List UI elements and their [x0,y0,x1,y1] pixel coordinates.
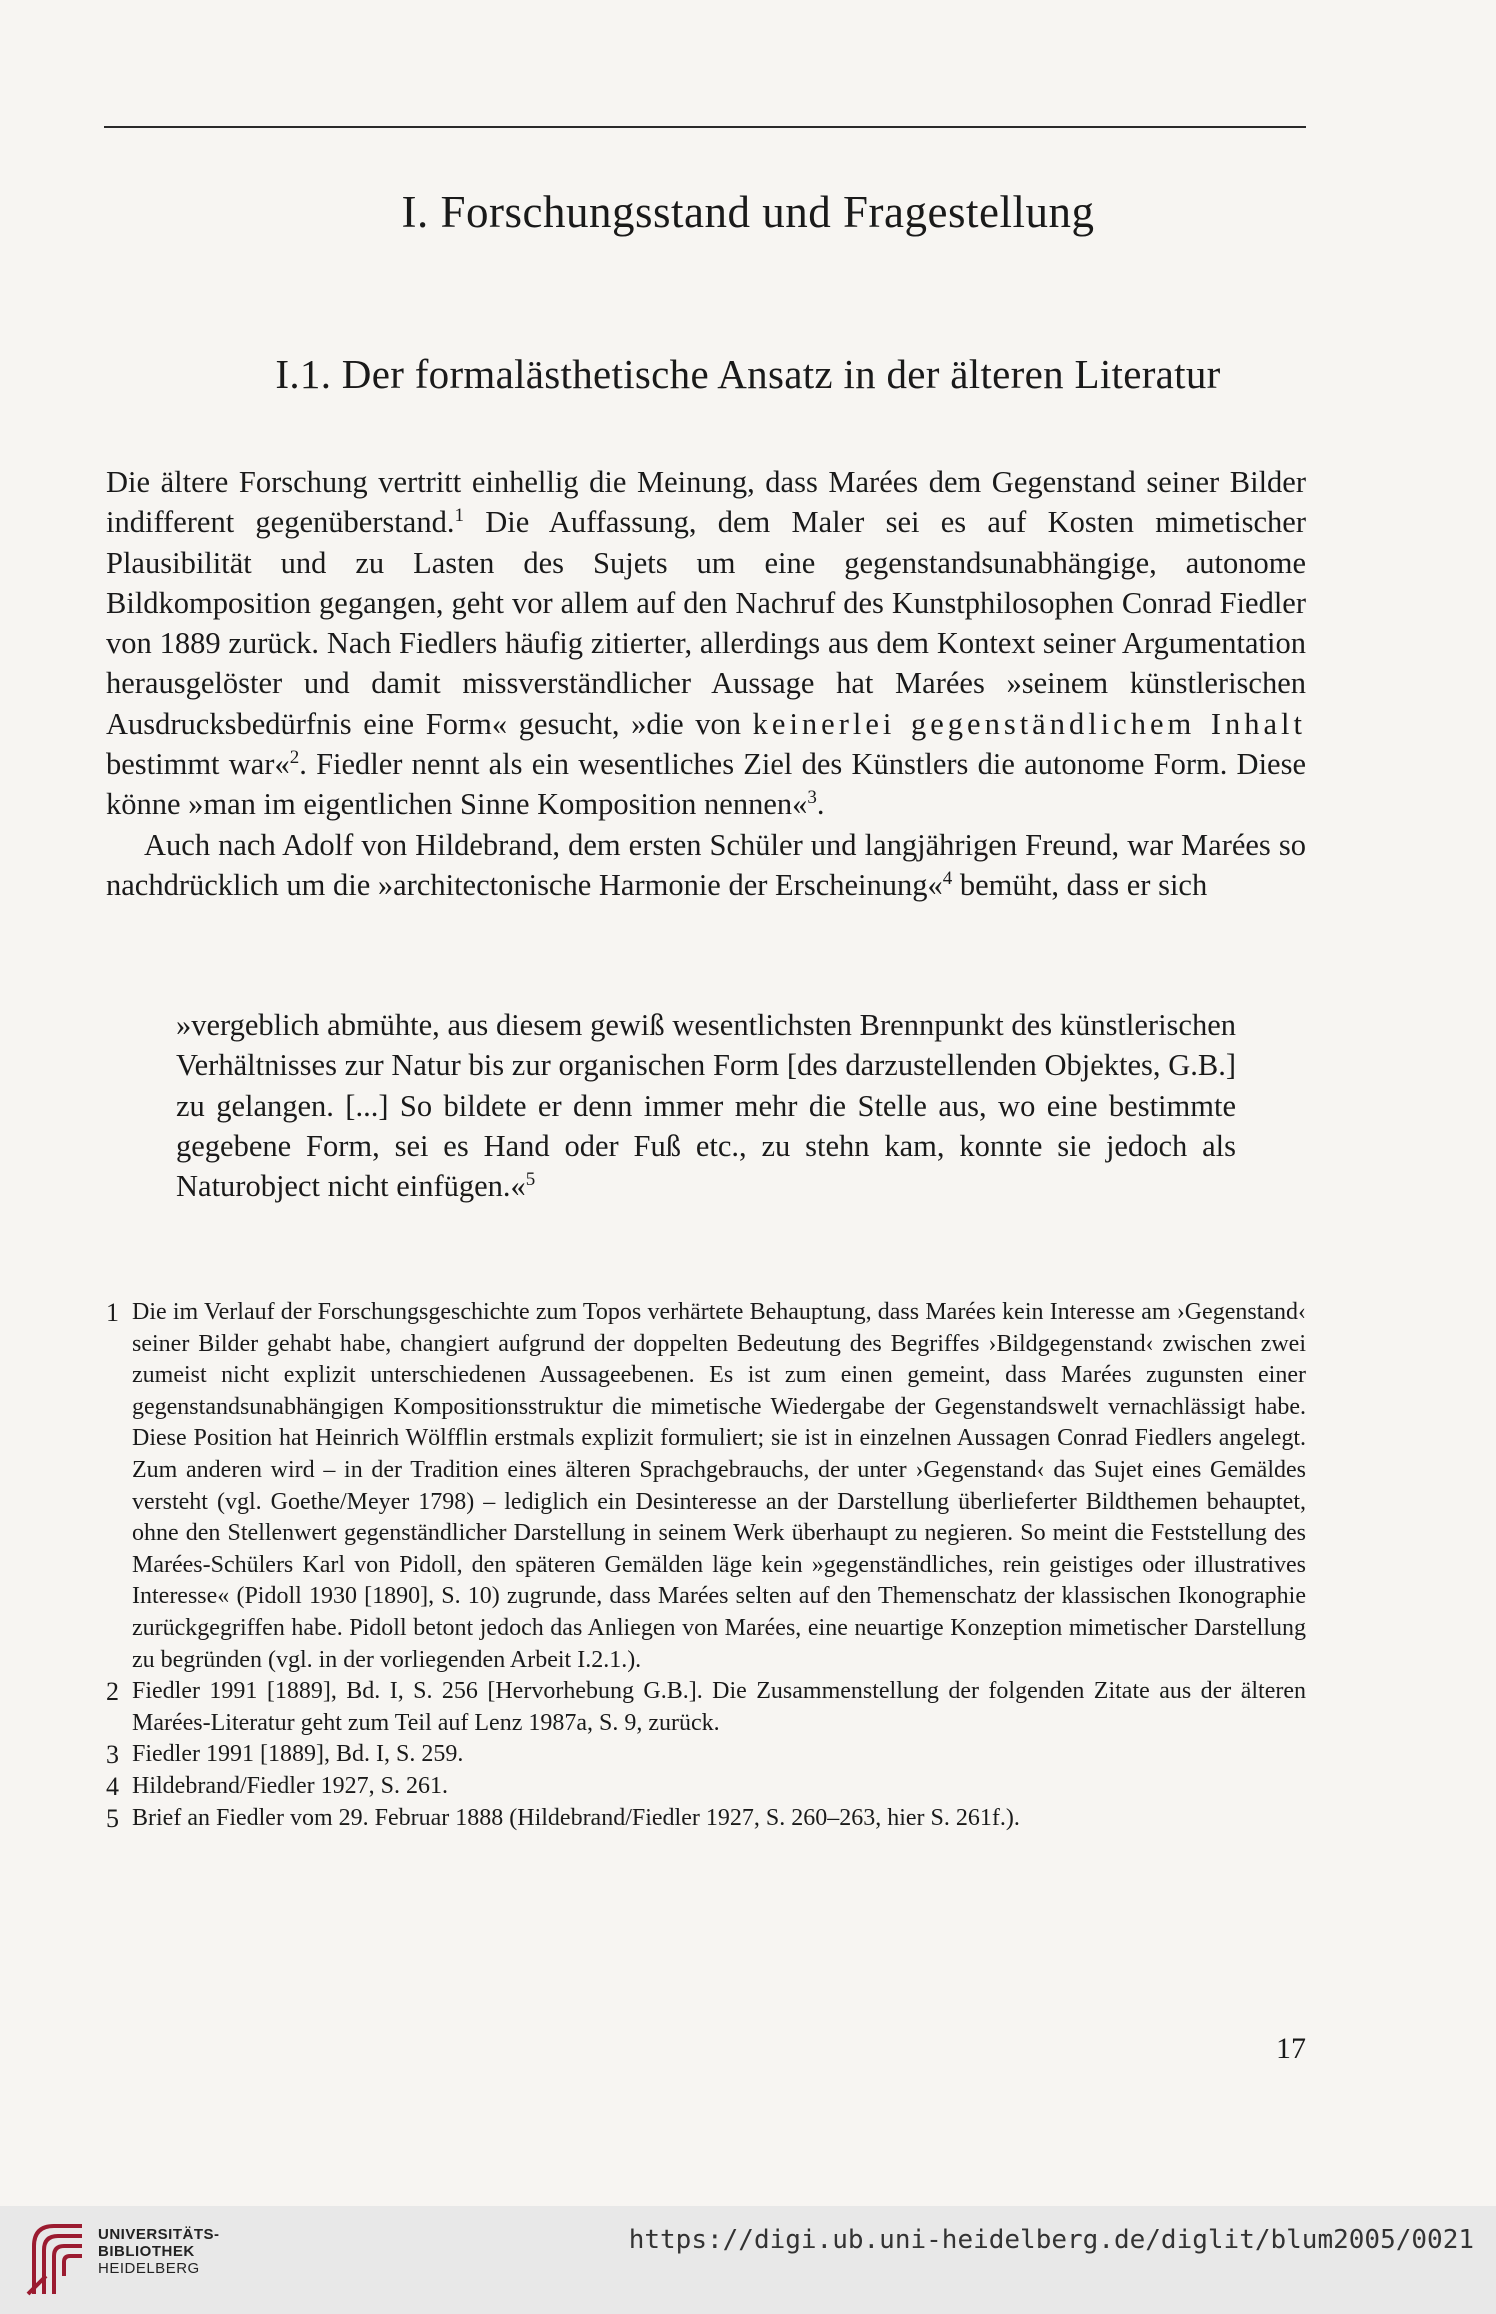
library-logo-icon[interactable] [26,2216,90,2298]
footnote-text: Fiedler 1991 [1889], Bd. I, S. 259. [132,1741,464,1768]
library-name-line: UNIVERSITÄTS- [98,2226,220,2243]
footnote-ref-3[interactable]: 3 [807,787,817,809]
footnote-ref-5[interactable]: 5 [525,1169,536,1191]
section-title: I.1. Der formalästhetische Ansatz in der älteren Literatur [275,351,1221,397]
header-rule [104,126,1306,128]
text-run: bestimmt war« [106,747,290,782]
footnote-3 [106,1739,1306,1771]
text-run: Die Auffassung, dem Maler sei es auf Kosten mimetischer Plausibilität und zu Lasten des Sujets um eine gegenstandsunabhängige, autonome Bildkomposition gegangen, geht vor allem auf den Nachruf des Kunstphilosophen Conrad Fiedler von 1889 zurück. Nach Fiedlers häufig zitierter, allerdings aus dem Kontext seiner Argumentation herausgelöster und damit missverständlicher Aussage hat Marées »seinem künstlerischen Ausdrucksbedürfnis eine Form« gesucht, »die von [106,505,1306,741]
paragraph-2 [106,825,1306,906]
footnotes [106,1297,1306,1834]
footnote-4 [106,1771,1306,1803]
quote-text: »vergeblich abmühte, aus diesem gewiß wesentlichsten Brennpunkt des künstlerischen Verhältnisses zur Natur bis zur organischen Form [des darzustellenden Objektes, G.B.] zu gelangen. [...] So bildete er denn immer mehr die Stelle aus, wo eine bestimmte gegebene Form, sei es Hand oder Fuß etc., zu stehn kam, konnte sie jedoch als Naturobject nicht einfügen.« [176,1008,1236,1204]
body-text [106,462,1306,905]
page-number: 17 [1276,2032,1306,2065]
footnote-text: Hildebrand/Fiedler 1927, S. 261. [132,1772,448,1799]
text-run: bemüht, dass er sich [952,867,1208,902]
footnote-number: 5 [106,1803,119,1833]
footnote-ref-1[interactable]: 1 [454,505,464,527]
footnote-number: 2 [106,1677,119,1707]
text-run: . Fiedler nennt als ein wesentliches Ziel des Künstlers die autonome Form. Diese könne »man im eigentlichen Sinne Komposition nennen« [106,747,1306,822]
library-name-line: HEIDELBERG [98,2260,200,2277]
text-run: . [816,787,825,822]
chapter-title: I. Forschungsstand und Fragestellung [401,187,1095,237]
footnote-text: Fiedler 1991 [1889], Bd. I, S. 256 [Hervorhebung G.B.]. Die Zusammenstellung der folgenden Zitate aus der älteren Marées-Literatur geht zum Teil auf Lenz 1987a, S. 9, zurück. [132,1678,1306,1736]
footnote-text: Brief an Fiedler vom 29. Februar 1888 (Hildebrand/Fiedler 1927, S. 260–263, hier S. 261f.). [132,1804,1020,1831]
footnote-text: Die im Verlauf der Forschungsgeschichte zum Topos verhärtete Behauptung, dass Marées kein Interesse am ›Gegenstand‹ seiner Bilder gehabt habe, changiert aufgrund der doppelten Bedeutung des Begriffes ›Bildgegenstand‹ zwischen zwei zumeist nicht explizit unterschiedenen Aussageebenen. Es ist zum einen gemeint, dass Marées zugunsten einer gegenstandsunabhängigen Kompositionsstruktur die mimetische Wiedergabe der Gegenstandswelt vernachlässigt habe. Diese Position hat Heinrich Wölfflin erstmals explizit formuliert; sie ist in einzelnen Aussagen Conrad Fiedlers angelegt. Zum anderen wird – in der Tradition eines älteren Sprachgebrauchs, der unter ›Gegenstand‹ das Sujet eines Gemäldes versteht (vgl. Goethe/Meyer 1798) – lediglich ein Desinteresse an der Darstellung überlieferter Bildthemen behauptet, ohne den Stellenwert gegenständlicher Darstellung in seinem Werk überhaupt zu negieren. So meint die Feststellung des Marées-Schülers Karl von Pidoll, den späteren Gemälden läge kein »gegenständliches, rein geistiges oder illustratives Interesse« (Pidoll 1930 [1890], S. 10) zugrunde, dass Marées selten auf den Themenschatz der klassischen Ikonographie zurückgegriffen habe. Pidoll betont jedoch das Anliegen von Marées, eine neuartige Konzeption mimetischer Darstellung zu begründen (vgl. in der vorliegenden Arbeit I.2.1.). [132,1299,1306,1673]
text-run: Auch nach Adolf von Hildebrand, dem ersten Schüler und langjährigen Freund, war Marées so nachdrücklich um die »architectonische Harmonie der Erscheinung« [106,827,1306,902]
footnote-1 [106,1297,1306,1676]
paragraph-1 [106,462,1306,825]
footer-bar [0,2206,1496,2314]
spaced-emphasis: keinerlei gegenständlichem Inhalt [752,706,1306,741]
source-url-link[interactable]: https://digi.ub.uni-heidelberg.de/diglit/blum2005/0021 [628,2225,1474,2255]
footnote-number: 3 [106,1740,119,1770]
library-name [98,2226,220,2277]
footnote-5 [106,1803,1306,1835]
footnote-number: 1 [106,1298,119,1327]
library-name-line: BIBLIOTHEK [98,2243,195,2260]
footnote-ref-2[interactable]: 2 [289,746,300,768]
block-quote [176,1005,1236,1206]
footnote-number: 4 [106,1771,119,1801]
text-run: Die ältere Forschung vertritt einhellig die Meinung, dass Marées dem Gegenstand seiner Bilder indifferent gegenüberstand. [106,465,1306,540]
footnote-ref-4[interactable]: 4 [942,867,953,889]
footnote-2 [106,1676,1306,1739]
